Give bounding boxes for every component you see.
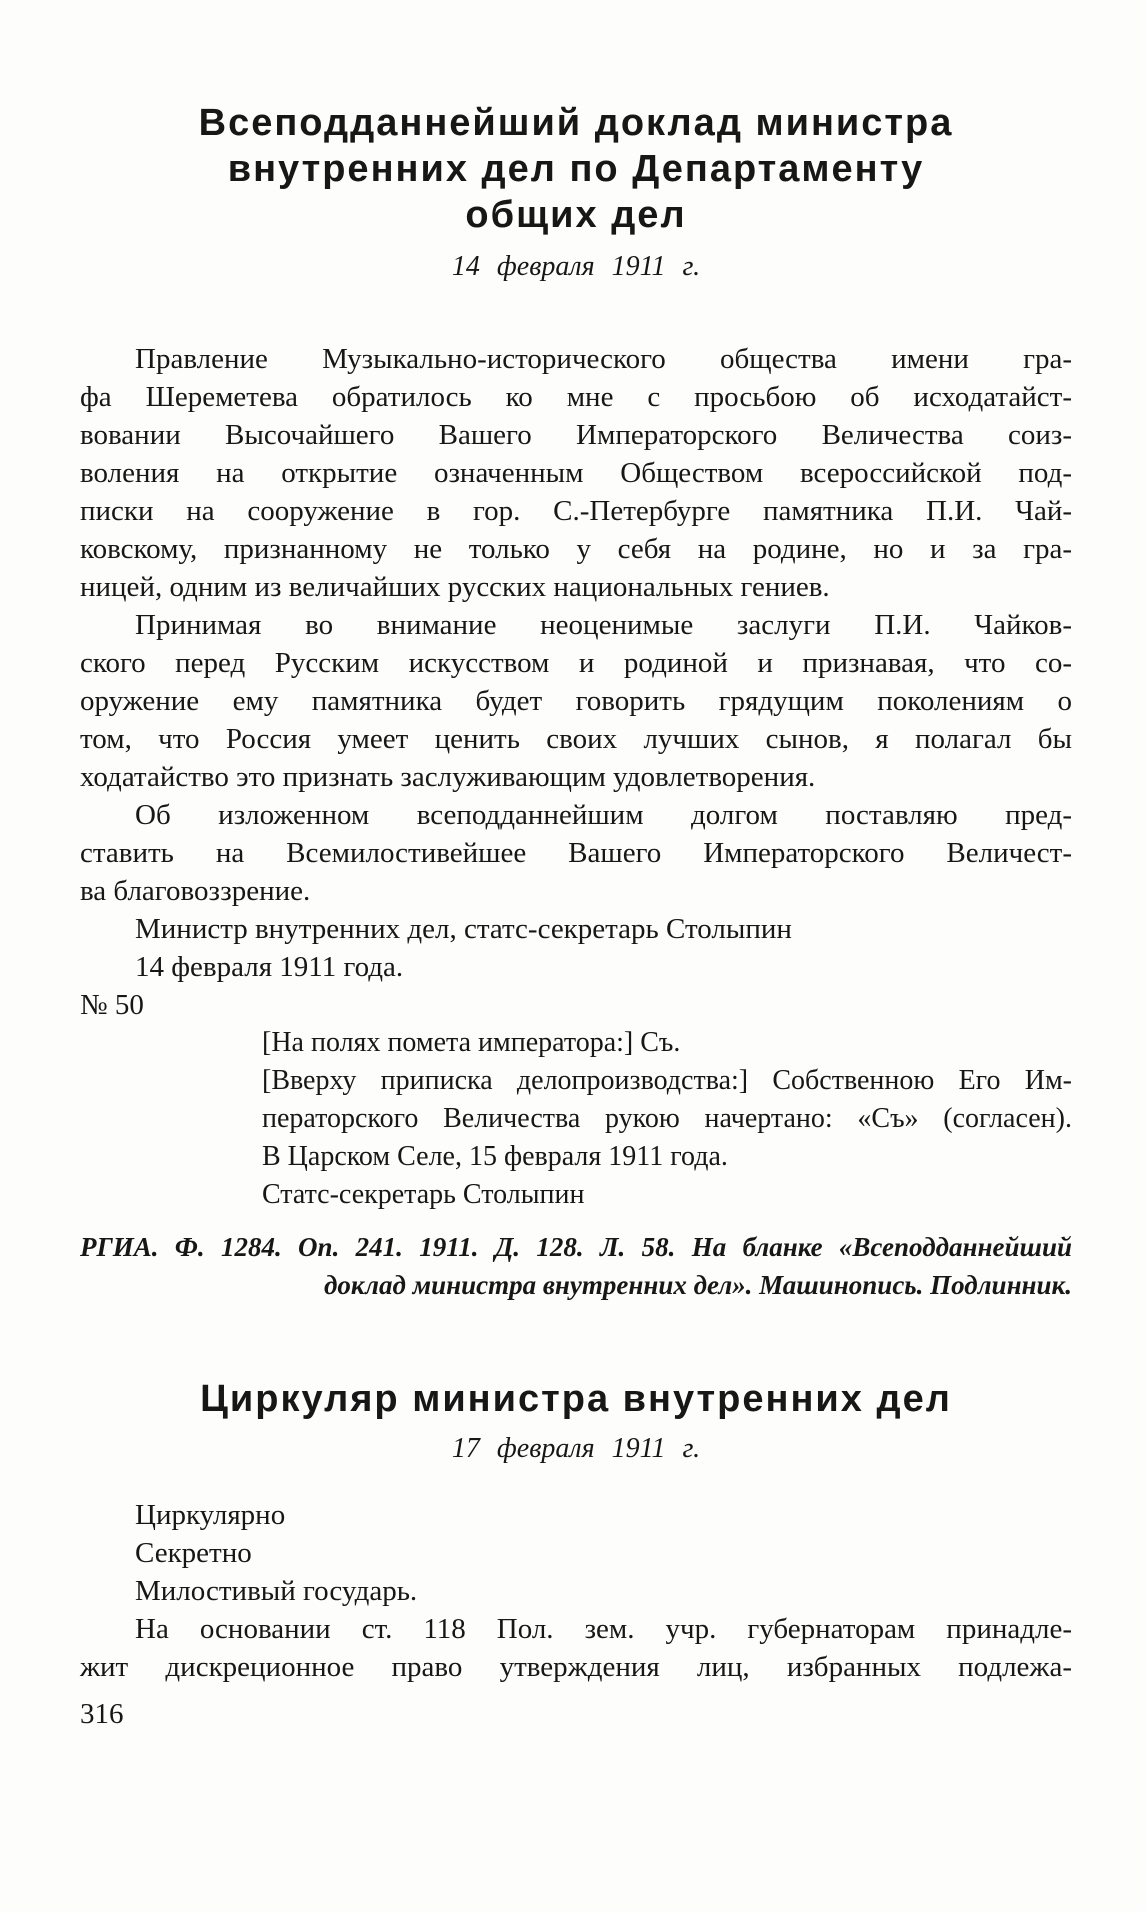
text-line: ставить на Всемилостивейшее Вашего Императорского Величест- — [80, 837, 1072, 869]
annotation-line: [Вверху приписка делопроизводства:] Собственною Его Им- — [262, 1065, 1072, 1096]
text-line: ского перед Русским искусством и родиной и признавая, что со- — [80, 647, 1072, 679]
text-line: Об изложенном всеподданнейшим долгом поставляю пред- — [135, 799, 1072, 831]
circular-date: 17 февраля 1911 г. — [451, 1433, 701, 1464]
text-line: Министр внутренних дел, статс-секретарь Столыпин — [135, 913, 792, 945]
text-line: писки на сооружение в гор. С.-Петербурге памятника П.И. Чай- — [80, 495, 1072, 527]
text-line: Циркулярно — [135, 1499, 286, 1531]
annotation-line: ператорского Величества рукою начертано: «Съ» (согласен). — [262, 1103, 1072, 1134]
annotation-block — [262, 1024, 1072, 1214]
archive-reference-line: доклад министра внутренних дел». Машинопись. Подлинник. — [323, 1270, 1072, 1300]
text-line: ва благовоззрение. — [80, 875, 311, 907]
annotation-line: [На полях помета императора:] Съ. — [262, 1027, 681, 1058]
text-line: вовании Высочайшего Вашего Императорского Величества соиз- — [80, 419, 1072, 451]
report-body — [80, 340, 1072, 1024]
report-title-line: Всеподданнейший доклад министра — [198, 102, 954, 144]
archive-reference-line: РГИА. Ф. 1284. Оп. 241. 1911. Д. 128. Л. 58. На бланке «Всеподданнейший — [80, 1232, 1072, 1262]
report-title-line: общих дел — [465, 194, 687, 236]
circular-title — [80, 1376, 1072, 1422]
text-line: том, что Россия умеет ценить своих лучших сынов, я полагал бы — [80, 723, 1072, 755]
text-line: На основании ст. 118 Пол. зем. учр. губернаторам принадле- — [135, 1613, 1072, 1645]
annotation-line: Статс-секретарь Столыпин — [262, 1179, 585, 1210]
text-line: ходатайство это признать заслуживающим удовлетворения. — [80, 761, 816, 793]
circular-title-line: Циркуляр министра внутренних дел — [200, 1378, 952, 1420]
page-number: 316 — [80, 1698, 124, 1730]
archive-reference — [80, 1228, 1072, 1304]
text-line: Принимая во внимание неоценимые заслуги П.И. Чайков- — [135, 609, 1072, 641]
text-line: фа Шереметева обратилось ко мне с просьбою об исходатайст- — [80, 381, 1072, 413]
annotation-line: В Царском Селе, 15 февраля 1911 года. — [262, 1141, 728, 1172]
text-line: ковскому, признанному не только у себя на родине, но и за гра- — [80, 533, 1072, 565]
circular-body — [80, 1496, 1072, 1686]
text-line: оружение ему памятника будет говорить грядущим поколениям о — [80, 685, 1072, 717]
text-line: жит дискреционное право утверждения лиц, избранных подлежа- — [80, 1651, 1072, 1683]
text-line: Секретно — [135, 1537, 252, 1569]
text-line: ницей, одним из величайших русских национальных гениев. — [80, 571, 830, 603]
report-date: 14 февраля 1911 г. — [451, 251, 701, 282]
text-line: Правление Музыкально-исторического общества имени гра- — [135, 343, 1072, 375]
report-title — [80, 100, 1072, 238]
text-line: воления на открытие означенным Обществом всероссийской под- — [80, 457, 1072, 489]
text-line: № 50 — [80, 989, 144, 1021]
report-title-line: внутренних дел по Департаменту — [227, 148, 925, 190]
text-line: Милостивый государь. — [135, 1575, 418, 1607]
text-line: 14 февраля 1911 года. — [135, 951, 404, 983]
